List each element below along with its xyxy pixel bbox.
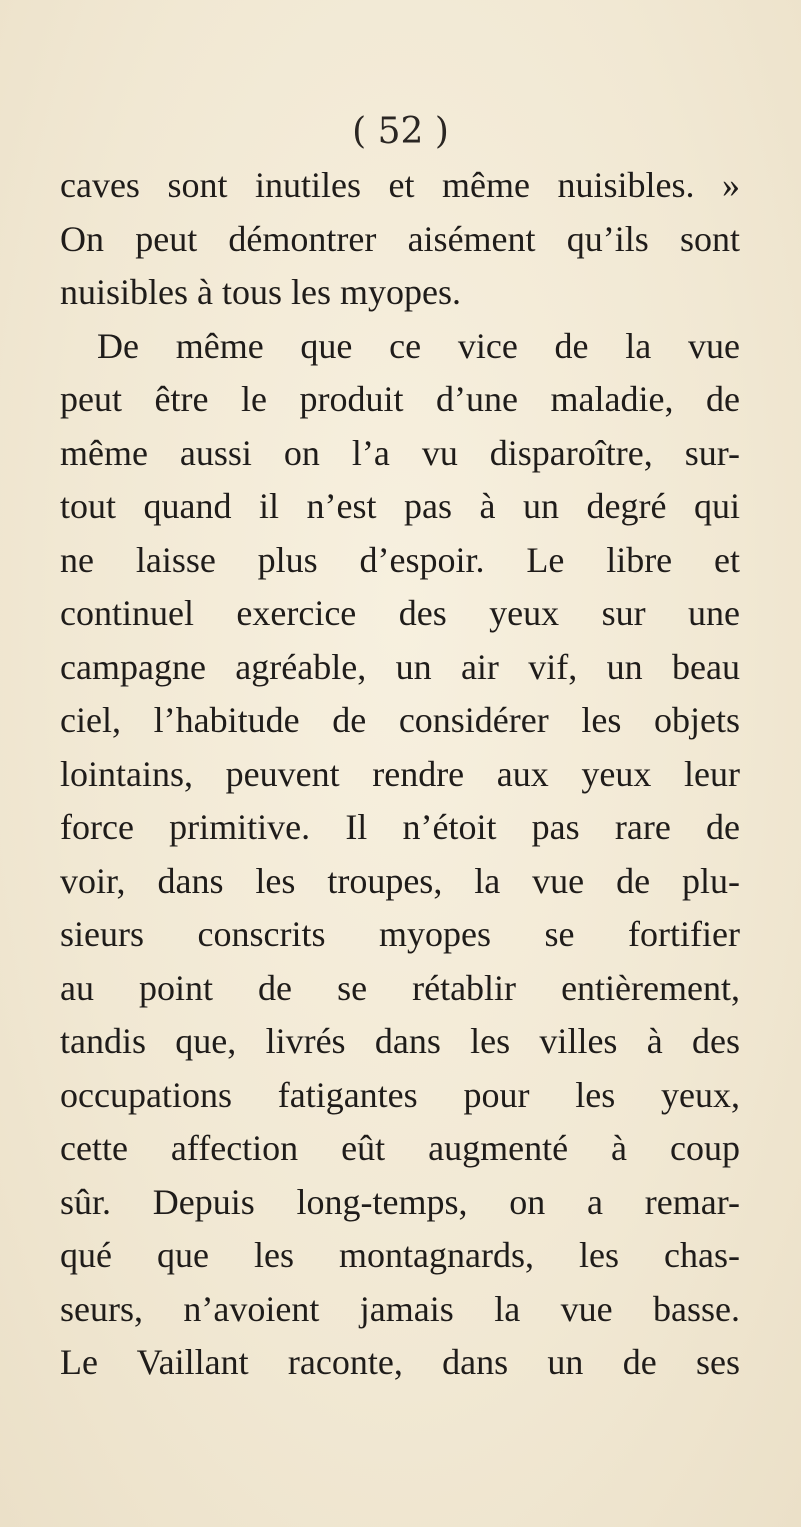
- text-line: De même que ce vice de la vue: [97, 325, 740, 366]
- text-line: tandis que, livrés dans les villes à des: [60, 1021, 740, 1061]
- page-number: ( 52 ): [352, 111, 449, 152]
- text-line: ne laisse plus d’espoir. Le libre et: [60, 539, 740, 580]
- text-line: au point de se rétablir entièrement,: [60, 967, 740, 1008]
- text-line: voir, dans les troupes, la vue de plu-: [60, 860, 740, 901]
- text-line: occupations fatigantes pour les yeux,: [60, 1074, 740, 1115]
- text-line: qué que les montagnards, les chas-: [60, 1235, 740, 1275]
- text-line: nuisibles à tous les myopes.: [60, 272, 461, 312]
- text-line: Le Vaillant raconte, dans un de ses: [60, 1342, 740, 1382]
- text-line: peut être le produit d’une maladie, de: [60, 379, 740, 419]
- text-line: seurs, n’avoient jamais la vue basse.: [60, 1288, 740, 1329]
- text-line: continuel exercice des yeux sur une: [60, 593, 740, 633]
- text-line: même aussi on l’a vu disparoître, sur-: [60, 432, 740, 473]
- text-line: lointains, peuvent rendre aux yeux leur: [60, 753, 740, 794]
- text-line: On peut démontrer aisément qu’ils sont: [60, 218, 740, 259]
- text-line: ciel, l’habitude de considérer les objets: [60, 700, 740, 740]
- text-line: caves sont inutiles et même nuisibles. »: [60, 165, 740, 205]
- text-line: sûr. Depuis long-temps, on a remar-: [60, 1181, 740, 1222]
- body-text: [60, 159, 740, 1390]
- text-line: cette affection eût augmenté à coup: [60, 1128, 740, 1168]
- text-line: campagne agréable, un air vif, un beau: [60, 646, 740, 687]
- text-line: force primitive. Il n’étoit pas rare de: [60, 807, 740, 847]
- text-line: sieurs conscrits myopes se fortifier: [60, 914, 740, 954]
- text-line: tout quand il n’est pas à un degré qui: [60, 486, 740, 526]
